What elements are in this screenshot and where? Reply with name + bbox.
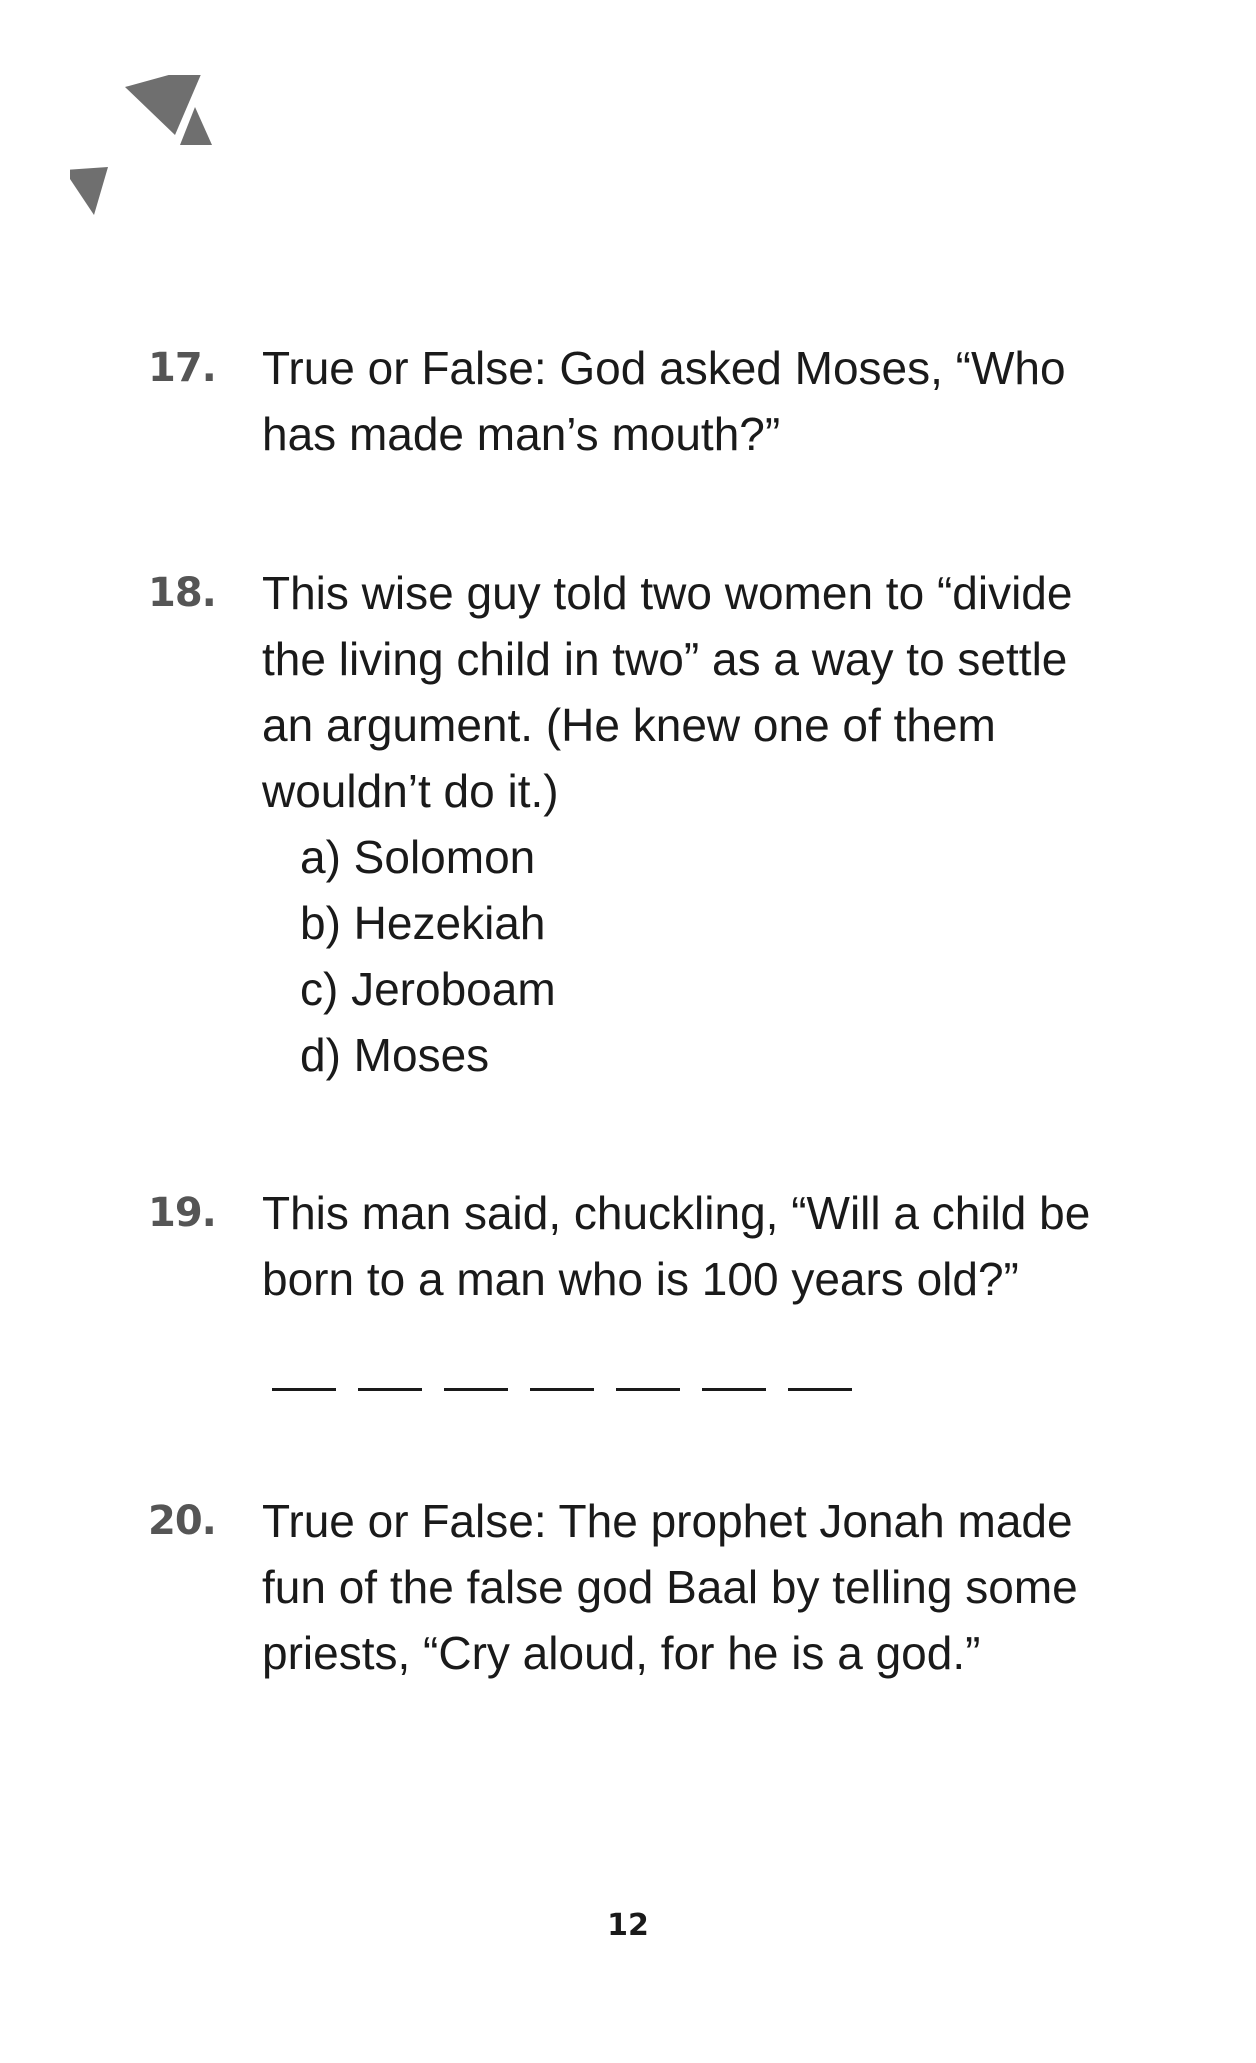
answer-blank[interactable] [788,1388,852,1391]
answer-options [300,824,556,1088]
question-text: This wise guy told two women to “divide the living child in two” as a way to settle an argument. (He knew one of them wouldn’t do it.) [262,567,1073,817]
triangle-decoration [70,75,290,235]
question-number: 18. [148,570,216,616]
answer-blank[interactable] [358,1388,422,1391]
answer-blank[interactable] [272,1388,336,1391]
answer-blank[interactable] [702,1388,766,1391]
question-number: 19. [148,1190,216,1236]
triangle-shape [70,167,108,215]
answer-option-b[interactable]: b) Hezekiah [300,897,546,949]
answer-option-a[interactable]: a) Solomon [300,831,536,883]
answer-blank[interactable] [616,1388,680,1391]
question-text: True or False: God asked Moses, “Who has made man’s mouth?” [262,342,1066,460]
answer-blank[interactable] [444,1388,508,1391]
triangle-shape [180,107,212,145]
question-number: 17. [148,345,216,391]
answer-blanks [272,1388,852,1391]
answer-option-c[interactable]: c) Jeroboam [300,963,556,1015]
question-text: True or False: The prophet Jonah made fun of the false god Baal by telling some priests, “Cry aloud, for he is a god.” [262,1495,1078,1679]
page-number: 12 [607,1908,649,1943]
answer-option-d[interactable]: d) Moses [300,1029,490,1081]
answer-blank[interactable] [530,1388,594,1391]
question-text: This man said, chuckling, “Will a child be born to a man who is 100 years old?” [262,1187,1091,1305]
question-number: 20. [148,1498,216,1544]
